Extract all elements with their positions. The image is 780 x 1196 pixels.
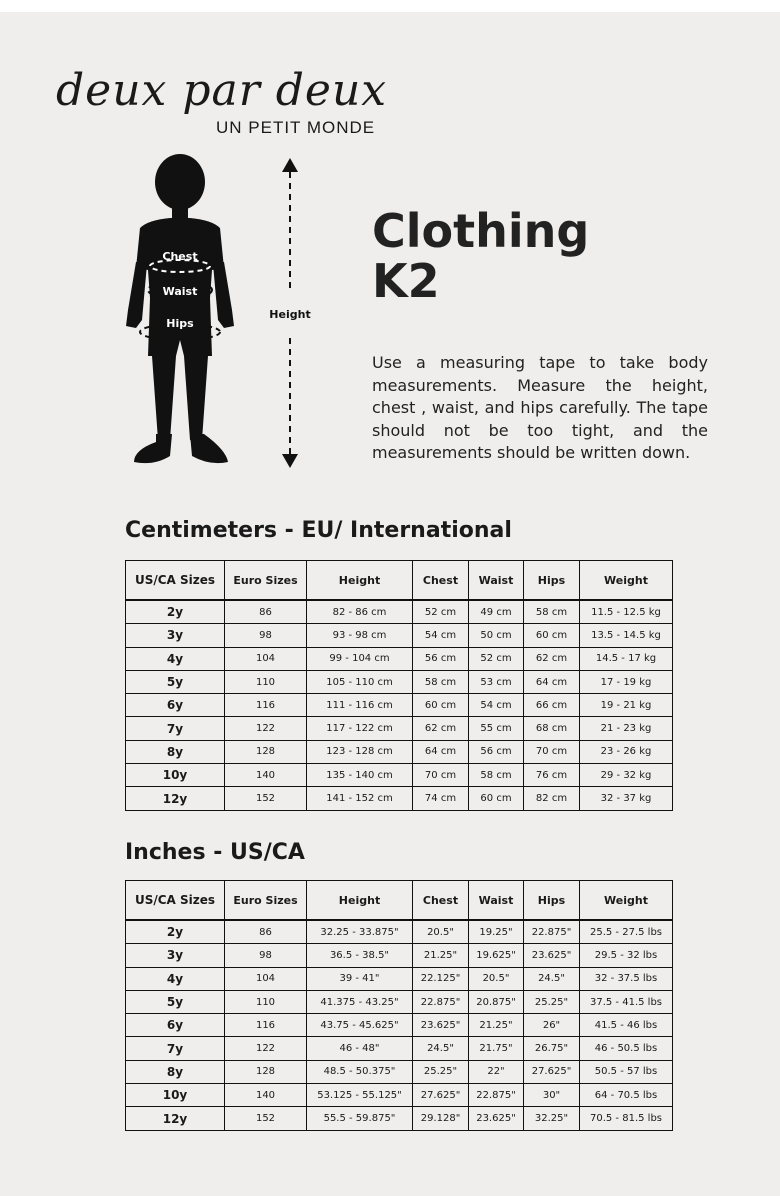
column-header: US/CA Sizes — [126, 881, 225, 920]
inches-size-table — [125, 880, 673, 1131]
size-cell: 4y — [126, 647, 225, 670]
table-cell: 29.5 - 32 lbs — [580, 944, 673, 967]
table-cell: 60 cm — [469, 787, 524, 810]
table-cell: 13.5 - 14.5 kg — [580, 624, 673, 647]
height-label: Height — [269, 308, 311, 321]
table-cell: 29 - 32 kg — [580, 764, 673, 787]
column-header: Chest — [413, 881, 469, 920]
table-cell: 21 - 23 kg — [580, 717, 673, 740]
size-cell: 12y — [126, 1107, 225, 1130]
table-cell: 99 - 104 cm — [307, 647, 413, 670]
table-cell: 24.5" — [413, 1037, 469, 1060]
table-cell: 74 cm — [413, 787, 469, 810]
table-cell: 23 - 26 kg — [580, 740, 673, 763]
column-header: Euro Sizes — [225, 881, 307, 920]
table-cell: 105 - 110 cm — [307, 670, 413, 693]
table-cell: 55.5 - 59.875" — [307, 1107, 413, 1130]
table-cell: 98 — [225, 624, 307, 647]
table-row — [126, 670, 673, 693]
table-cell: 29.128" — [413, 1107, 469, 1130]
table-cell: 11.5 - 12.5 kg — [580, 601, 673, 624]
table-cell: 56 cm — [469, 740, 524, 763]
brand-tagline: UN PETIT MONDE — [216, 118, 376, 137]
size-cell: 8y — [126, 740, 225, 763]
cm-size-table — [125, 560, 673, 811]
table-cell: 116 — [225, 694, 307, 717]
column-header: Hips — [524, 561, 580, 600]
size-cell: 2y — [126, 601, 225, 624]
table-row — [126, 694, 673, 717]
cm-section-heading: Centimeters - EU/ International — [125, 518, 512, 543]
arrow-up-icon — [282, 158, 298, 172]
size-cell: 2y — [126, 921, 225, 944]
table-cell: 152 — [225, 1107, 307, 1130]
child-silhouette-illustration — [110, 150, 250, 470]
table-cell: 66 cm — [524, 694, 580, 717]
table-cell: 19 - 21 kg — [580, 694, 673, 717]
table-cell: 32 - 37 kg — [580, 787, 673, 810]
table-cell: 48.5 - 50.375" — [307, 1060, 413, 1083]
table-cell: 140 — [225, 1084, 307, 1107]
table-cell: 128 — [225, 1060, 307, 1083]
size-cell: 6y — [126, 694, 225, 717]
table-cell: 135 - 140 cm — [307, 764, 413, 787]
table-cell: 19.625" — [469, 944, 524, 967]
table-cell: 60 cm — [413, 694, 469, 717]
table-cell: 26.75" — [524, 1037, 580, 1060]
table-row — [126, 1014, 673, 1037]
table-cell: 41.5 - 46 lbs — [580, 1014, 673, 1037]
table-row — [126, 1107, 673, 1130]
table-cell: 116 — [225, 1014, 307, 1037]
table-cell: 82 cm — [524, 787, 580, 810]
table-cell: 22.125" — [413, 967, 469, 990]
table-row — [126, 717, 673, 740]
size-cell: 7y — [126, 1037, 225, 1060]
size-cell: 8y — [126, 1060, 225, 1083]
table-cell: 50.5 - 57 lbs — [580, 1060, 673, 1083]
table-cell: 36.5 - 38.5" — [307, 944, 413, 967]
size-cell: 10y — [126, 764, 225, 787]
table-cell: 50 cm — [469, 624, 524, 647]
table-cell: 70.5 - 81.5 lbs — [580, 1107, 673, 1130]
table-header-row — [126, 561, 673, 600]
table-cell: 152 — [225, 787, 307, 810]
table-row — [126, 1060, 673, 1083]
size-cell: 12y — [126, 787, 225, 810]
table-cell: 22.875" — [469, 1084, 524, 1107]
table-cell: 64 - 70.5 lbs — [580, 1084, 673, 1107]
waist-label: Waist — [162, 285, 198, 298]
brand-logo — [56, 60, 426, 150]
table-cell: 24.5" — [524, 967, 580, 990]
table-row — [126, 764, 673, 787]
hips-label: Hips — [166, 317, 194, 330]
table-cell: 21.25" — [469, 1014, 524, 1037]
table-cell: 104 — [225, 647, 307, 670]
table-cell: 23.625" — [413, 1014, 469, 1037]
table-cell: 27.625" — [524, 1060, 580, 1083]
inches-section-heading: Inches - US/CA — [125, 840, 305, 865]
table-cell: 128 — [225, 740, 307, 763]
brand-name: deux par deux — [56, 65, 388, 116]
table-cell: 46 - 50.5 lbs — [580, 1037, 673, 1060]
table-cell: 21.25" — [413, 944, 469, 967]
table-cell: 122 — [225, 717, 307, 740]
column-header: Height — [307, 881, 413, 920]
table-cell: 110 — [225, 990, 307, 1013]
table-cell: 68 cm — [524, 717, 580, 740]
table-cell: 123 - 128 cm — [307, 740, 413, 763]
table-cell: 53 cm — [469, 670, 524, 693]
table-cell: 110 — [225, 670, 307, 693]
size-cell: 10y — [126, 1084, 225, 1107]
table-cell: 52 cm — [469, 647, 524, 670]
table-cell: 64 cm — [524, 670, 580, 693]
column-header: Hips — [524, 881, 580, 920]
size-cell: 3y — [126, 624, 225, 647]
table-cell: 56 cm — [413, 647, 469, 670]
table-cell: 22" — [469, 1060, 524, 1083]
table-cell: 43.75 - 45.625" — [307, 1014, 413, 1037]
table-cell: 37.5 - 41.5 lbs — [580, 990, 673, 1013]
table-cell: 140 — [225, 764, 307, 787]
table-cell: 20.5" — [469, 967, 524, 990]
table-cell: 104 — [225, 967, 307, 990]
column-header: Weight — [580, 881, 673, 920]
table-cell: 54 cm — [413, 624, 469, 647]
column-header: Waist — [469, 561, 524, 600]
table-cell: 25.25" — [524, 990, 580, 1013]
table-cell: 58 cm — [469, 764, 524, 787]
table-cell: 22.875" — [413, 990, 469, 1013]
size-cell: 4y — [126, 967, 225, 990]
table-cell: 32.25 - 33.875" — [307, 921, 413, 944]
table-cell: 41.375 - 43.25" — [307, 990, 413, 1013]
table-row — [126, 1084, 673, 1107]
size-cell: 7y — [126, 717, 225, 740]
table-row — [126, 647, 673, 670]
table-cell: 60 cm — [524, 624, 580, 647]
table-row — [126, 601, 673, 624]
table-cell: 20.875" — [469, 990, 524, 1013]
size-cell: 5y — [126, 670, 225, 693]
column-header: US/CA Sizes — [126, 561, 225, 600]
table-cell: 23.625" — [524, 944, 580, 967]
table-cell: 76 cm — [524, 764, 580, 787]
table-row — [126, 787, 673, 810]
table-row — [126, 944, 673, 967]
column-header: Euro Sizes — [225, 561, 307, 600]
table-cell: 22.875" — [524, 921, 580, 944]
table-cell: 58 cm — [413, 670, 469, 693]
table-cell: 39 - 41" — [307, 967, 413, 990]
column-header: Chest — [413, 561, 469, 600]
table-cell: 64 cm — [413, 740, 469, 763]
table-cell: 46 - 48" — [307, 1037, 413, 1060]
table-cell: 14.5 - 17 kg — [580, 647, 673, 670]
table-cell: 70 cm — [524, 740, 580, 763]
table-header-row — [126, 881, 673, 920]
table-cell: 32 - 37.5 lbs — [580, 967, 673, 990]
table-cell: 27.625" — [413, 1084, 469, 1107]
table-row — [126, 967, 673, 990]
table-cell: 26" — [524, 1014, 580, 1037]
table-row — [126, 1037, 673, 1060]
table-cell: 98 — [225, 944, 307, 967]
table-cell: 86 — [225, 601, 307, 624]
table-row — [126, 740, 673, 763]
table-cell: 117 - 122 cm — [307, 717, 413, 740]
size-cell: 3y — [126, 944, 225, 967]
table-cell: 25.25" — [413, 1060, 469, 1083]
table-cell: 20.5" — [413, 921, 469, 944]
table-cell: 111 - 116 cm — [307, 694, 413, 717]
table-cell: 86 — [225, 921, 307, 944]
table-cell: 62 cm — [413, 717, 469, 740]
title-line-1: Clothing — [372, 204, 590, 258]
height-arrow — [260, 150, 320, 470]
table-cell: 62 cm — [524, 647, 580, 670]
title-line-2: K2 — [372, 254, 440, 308]
table-cell: 93 - 98 cm — [307, 624, 413, 647]
table-row — [126, 624, 673, 647]
size-cell: 6y — [126, 1014, 225, 1037]
table-cell: 122 — [225, 1037, 307, 1060]
column-header: Waist — [469, 881, 524, 920]
table-cell: 82 - 86 cm — [307, 601, 413, 624]
table-cell: 55 cm — [469, 717, 524, 740]
table-cell: 53.125 - 55.125" — [307, 1084, 413, 1107]
table-cell: 70 cm — [413, 764, 469, 787]
table-cell: 17 - 19 kg — [580, 670, 673, 693]
column-header: Height — [307, 561, 413, 600]
table-cell: 49 cm — [469, 601, 524, 624]
table-row — [126, 990, 673, 1013]
table-cell: 19.25" — [469, 921, 524, 944]
table-cell: 25.5 - 27.5 lbs — [580, 921, 673, 944]
table-cell: 32.25" — [524, 1107, 580, 1130]
column-header: Weight — [580, 561, 673, 600]
table-row — [126, 921, 673, 944]
size-cell: 5y — [126, 990, 225, 1013]
table-cell: 21.75" — [469, 1037, 524, 1060]
chest-label: Chest — [162, 250, 198, 263]
table-cell: 58 cm — [524, 601, 580, 624]
table-cell: 52 cm — [413, 601, 469, 624]
table-cell: 54 cm — [469, 694, 524, 717]
page-title — [372, 206, 589, 306]
arrow-down-icon — [282, 454, 298, 468]
table-cell: 141 - 152 cm — [307, 787, 413, 810]
intro-text: Use a measuring tape to take body measurements. Measure the height, chest , waist, and hips carefully. The tape should not be too tight, and the measurements should be written down. — [372, 353, 708, 463]
table-cell: 30" — [524, 1084, 580, 1107]
table-cell: 23.625" — [469, 1107, 524, 1130]
